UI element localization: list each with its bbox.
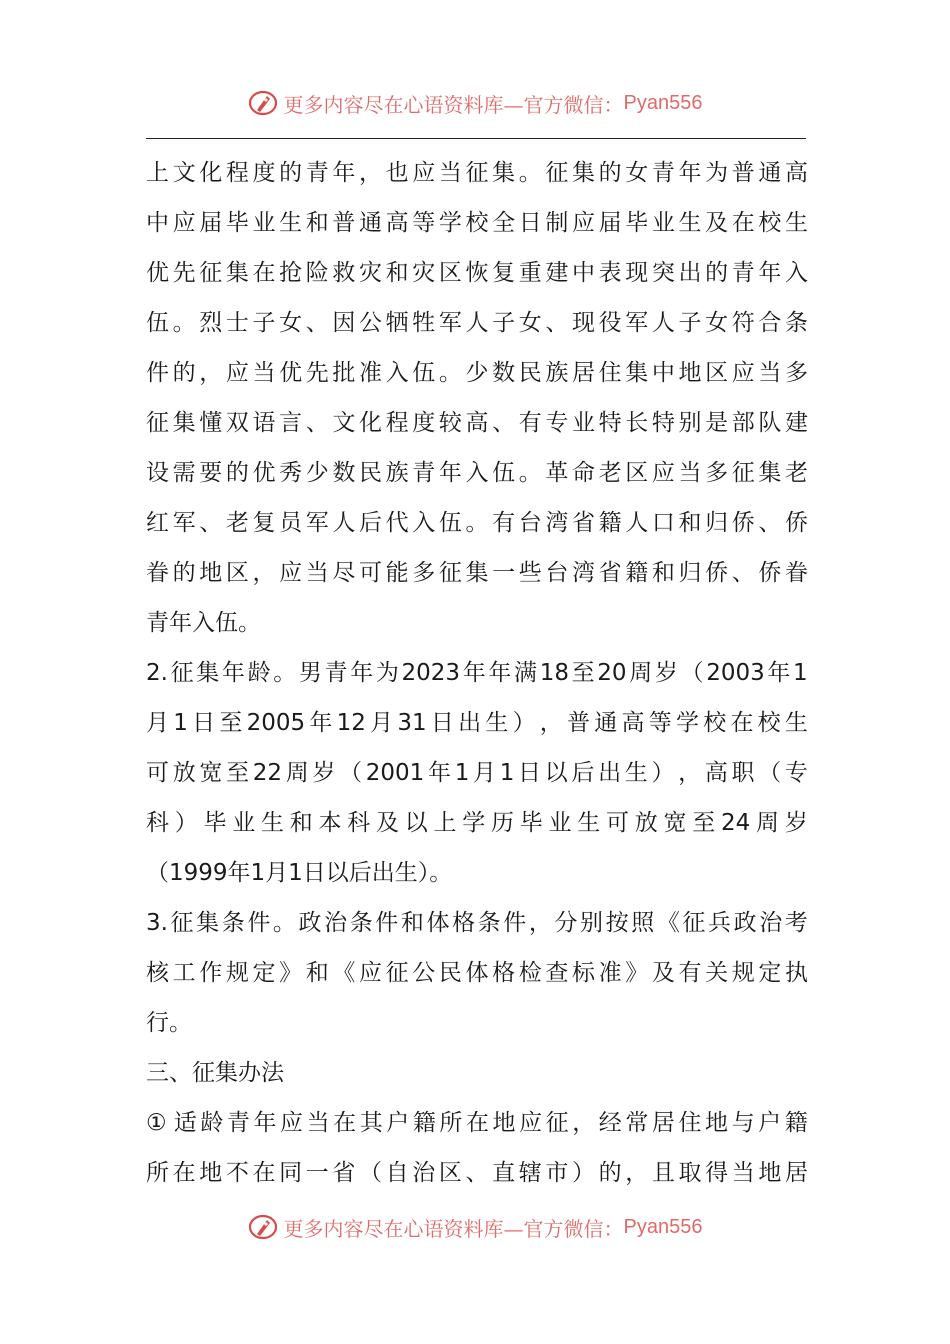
text-line: 设 需 要 的 优 秀 少 数 民 族 青 年 入 伍 。 革 命 老 区 应 当 多 征 集 老 [146, 460, 808, 486]
text-line: 伍 。 烈 士 子 女 、 因 公 牺 牲 军 人 子 女 、 现 役 军 人 子 女 符 合 条 [146, 310, 808, 336]
text-line: 所 在 地 不 在 同 一 省 （ 自 治 区 、 直 辖 市 ） 的 ， 且 取 得 当 地 居 [146, 1160, 808, 1186]
text-line: 核 工 作 规 定 》 和 《 应 征 公 民 体 格 检 查 标 准 》 及 有 关 规 定 执 [146, 960, 808, 986]
text-line: 红 军 、 老 复 员 军 人 后 代 入 伍 。 有 台 湾 省 籍 人 口 和 归 侨 、 侨 [146, 510, 808, 536]
text-line: 征 集 懂 双 语 言 、 文 化 程 度 较 高 、 有 专 业 特 长 特 别 是 部 队 建 [146, 410, 808, 436]
header-watermark [0, 88, 950, 118]
pen-nib-logo-icon [248, 88, 278, 118]
text-line: 月 1 日 至 2005 年 12 月 31 日 出 生 ） ， 普 通 高 等 学 校 在 校 生 [146, 710, 808, 736]
text-line: 优 先 征 集 在 抢 险 救 灾 和 灾 区 恢 复 重 建 中 表 现 突 出 的 青 年 入 [146, 260, 808, 286]
text-line: 中 应 届 毕 业 生 和 普 通 高 等 学 校 全 日 制 应 届 毕 业 生 及 在 校 生 [146, 210, 808, 236]
pen-nib-logo-icon [248, 1212, 278, 1242]
text-line: 青年入伍。 [146, 610, 261, 636]
text-line: ① 适 龄 青 年 应 当 在 其 户 籍 所 在 地 应 征 ， 经 常 居 住 地 与 户 籍 [146, 1110, 808, 1136]
text-line: 眷 的 地 区 ， 应 当 尽 可 能 多 征 集 一 些 台 湾 省 籍 和 归 侨 、 侨 眷 [146, 560, 808, 586]
watermark-text: 更多内容尽在心语资料库—官方微信： [283, 1216, 624, 1241]
footer-watermark [0, 1212, 950, 1242]
watermark-wechat-id: Pyan556 [623, 91, 703, 114]
text-line: 三、征集办法 [146, 1060, 284, 1086]
watermark-wechat-id: Pyan556 [623, 1215, 703, 1238]
text-line: 件 的 ， 应 当 优 先 批 准 入 伍 。 少 数 民 族 居 住 集 中 地 区 应 当 多 [146, 360, 808, 386]
text-line: （1999年1月1日以后出生）。 [146, 860, 453, 886]
document-body [146, 148, 808, 1198]
header-divider [146, 138, 806, 139]
text-line: 科 ） 毕 业 生 和 本 科 及 以 上 学 历 毕 业 生 可 放 宽 至 24 周 岁 [146, 810, 808, 836]
text-line: 上 文 化 程 度 的 青 年 ， 也 应 当 征 集 。 征 集 的 女 青 年 为 普 通 高 [146, 160, 808, 186]
text-line: 行。 [146, 1010, 192, 1036]
text-line: 可 放 宽 至 22 周 岁 （ 2001 年 1 月 1 日 以 后 出 生 ） ， 高 职 （ 专 [146, 760, 808, 786]
text-line: 3. 征 集 条 件 。 政 治 条 件 和 体 格 条 件 ， 分 别 按 照 《 征 兵 政 治 考 [146, 910, 808, 936]
watermark-text: 更多内容尽在心语资料库—官方微信： [283, 92, 624, 117]
text-line: 2. 征 集 年 龄 。 男 青 年 为 2023 年 年 满 18 至 20 周 岁 （ 2003 年 1 [146, 660, 808, 686]
